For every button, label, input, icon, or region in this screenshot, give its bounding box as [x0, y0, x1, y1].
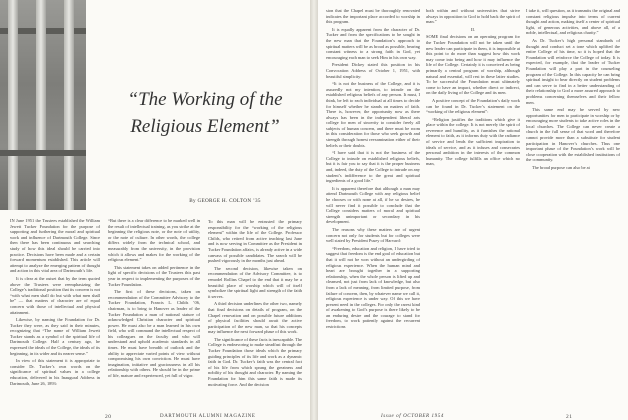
paragraph: To this man will be entrusted the primary responsibility for the “working of the religious element” within the life of the College. Professor Childs, who retired from active teaching last June and is now serving in Committee as the President in Tucker Foundation affairs, is already active in a wide canvass of possible candidates. The search will be pushed vigorously in the months just ahead. [208, 219, 302, 264]
left-column-3 [208, 14, 302, 406]
paragraph: The first of these decisions, taken on recommendation of the Committee Advisory to the Tucker Foundation, Francis L. Childs ’06, chairman, is to bring to Hanover as leader of the Tucker Foundation a man of national stature of acknowledged Christian character and spiritual power. He must also be a man learned in his own field, who will command the intellectual respect of his colleagues on the faculty and who will understand and uphold academic standards in all times. He must have breadth of outlook and the ability to appreciate varied points of view without compromising his own conviction. He must have imagination, initiative and graciousness in all his relationship with others. He should be in the prime of life, mature and experienced, yet full of vigor. [108, 289, 200, 379]
paragraph: sion that the Chapel must be thoroughly renovated indicates the important place accorded to worship in this program. [326, 8, 420, 25]
right-page [318, 0, 628, 420]
paragraph: I take it, will question, as it transmits the original and constant religious impulse into terms of current thought and action, making itself a center of spiritual light, of generous activities, and above all, of a noble, intellectual, and religious charity.” [526, 8, 620, 36]
photo-column [64, 0, 74, 210]
magazine-name: DARTMOUTH ALUMNI MAGAZINE [160, 414, 256, 419]
paragraph: As Dr. Tucker’s high personal standards of thought and conduct set a tone which uplifted the entire College of his time, so it is hoped that the Foundation will reinforce the College of today. It is expected, for example, that the leader of Tucker Foundation will play a part in the counseling program of the College. In this capacity he can bring spiritual insight to bear directly on student problems and can serve to find in a better understanding of their relationship to God a more assured approach to problems concerning themselves and their fellow men. [526, 37, 620, 105]
paragraph: President Dickey stated this position in his Convocation Address of October 1, 1951, with beautiful simplicity: [326, 62, 420, 79]
paragraph: In view of this statement it is appropriate to consider Dr. Tucker’s own words on the significance of spiritual values in a college education, delivered in his Inaugural Address in Dartmouth, June 26, 1893: [10, 358, 100, 386]
page-number: 21 [566, 414, 573, 420]
left-page [0, 0, 310, 420]
paragraph: SOME final decisions on an operating program for the Tucker Foundation will not be taken until the new leader can participate in them, it is impossible at this point to do more than suggest how this work may come into being and how it may influence the life of the College. Certainly it is conceived as being primarily a central program of worship, although natural and essential, will rest in these latter studies. To be successful the Foundation must ultimately come to have an impact, whether direct or indirect, on the daily living of the College and its men. [426, 34, 520, 96]
paragraph: This same end may be served by new opportunities for men to participate in worship or by encouraging more students to take active roles in the local churches. The College can never create a church in the full sense of that word and therefore cannot provide more than a substitute for student participation in Hanover’s churches. Thus one important phase of the Foundation’s work will be close cooperation with the established institutions of the community. [526, 107, 620, 163]
paragraph: The reasons why these matters are of urgent concern not only for students but for colleges were well stated by President Pusey of Harvard: [326, 226, 420, 244]
photo-column [36, 0, 46, 210]
left-column-1 [10, 218, 100, 406]
page-number: 20 [105, 414, 112, 420]
photo-beam [0, 150, 86, 156]
title-line-1: “The Working of the [127, 89, 283, 110]
paragraph: It is clear at the outset that by the term quoted above the Trustees were reemphasizing the College’s traditional position that its concern is not “with what men shall do but with what men shall be” — that matters of character are of equal concern with those of intellectual and physical attainment. [10, 275, 100, 315]
section-numeral: II. [470, 26, 476, 32]
paragraph: A positive concept of the Foundation’s daily work can be found in Dr. Tucker’s statement on the “working of the religious element”: [426, 97, 520, 115]
issue-date: Issue of OCTOBER 1954 [381, 414, 444, 419]
photo-column [8, 0, 18, 210]
right-column-2 [426, 8, 520, 406]
paragraph: “It is not the business of the College, and it is assuredly not my intention, to intrude on the established religious beliefs of any person. It must, I think, be left to each individual at all times to decide for himself whether he stands on matters of faith. There is, however, the opportunity now as there always has been in the independent liberal arts college for men of sincerity to consider freely all subjects of human concern, and there must be room in this consideration for those who seek growth and strength through honest reexamination either of their beliefs or their doubts. [326, 81, 420, 148]
right-column-3 [526, 8, 620, 406]
page-gutter [310, 0, 318, 420]
paragraph: This statement takes on added pertinence in the light of specific decisions of the Trustees this past year in respect to implementing the purposes of the Tucker Foundation. [108, 264, 200, 287]
paragraph: It is apparent therefore that although a man may attend Dartmouth College with any religious belief he chooses or with none at all, if he so desires, he will never find it possible to conclude that the College considers matters of moral and spiritual strength unimportant or secondary in his development. [326, 185, 420, 225]
left-column-2 [108, 218, 200, 406]
chapel-photo [0, 0, 86, 210]
paragraph: IN June 1951 the Trustees established the William Jewett Tucker Foundation for the purpose of supporting and furthering the moral and spiritual work and influence of Dartmouth College. Since then there has been continuous and searching study of how this ideal should be carried into practice. Decisions have been made and a certain forward momentum established. This article will attempt to analyze the emerging pattern of thought and action in this vital area of Dartmouth’s life. [10, 218, 100, 274]
paragraph: The significance of these facts is inescapable. The College is endeavoring to make steadfast through the Tucker Foundation those ideals which the primary guiding principles of its life and work as a dynamic faith in God. Dr. Tucker’s faith was the central fact of his life from which sprang the greatness and nobility of his thought and character. By naming the Foundation for him this same faith is made its motivating force. And the decision [208, 336, 302, 387]
paragraph: The second decision, likewise taken on recommendation of the Advisory Committee, is to remodel Rollins Chapel to the end that it may be a beautiful place of worship which will of itself symbolize the spiritual light and strength of the faith it serves. [208, 265, 302, 299]
paragraph: “Freedom, education and religion, I have tried to suggest that freedom is the end goal of education but that it will not be won without an undergirding of religious experience. When the human mind and heart are brought together in a supporting relationship, when the whole person is lifted up and cleansed, not just from lack of knowledge, but also from a lack of meaning, from limited purpose, from failure of concern, then, by whatever name we call it, religious experience is under way. Of this we have present need in the colleges. For only the rarest kind of awakening to God’s purpose is there likely to be an enduring desire and the courage to stand for freedom, to work patiently against the recurrent restrictions [326, 245, 420, 330]
title-line-2: Religious Element” [130, 116, 280, 137]
paragraph: A third decision underlines the other two, namely that final decisions on details of program, on the Chapel renovation and on possible future additions of physical facilities should await the active participation of the new man, so that his concepts may influence the next forward phase of this work. [208, 301, 302, 335]
paragraph: Likewise, by naming the Foundation for Dr. Tucker they were, as they said in their minutes, recognizing that “The name of William Jewett Tucker stands as a symbol of the spiritual life of Dartmouth College. Half a century ago, he expressed the ideals of the College, the ideals of its beginning, in its wider and its nearer sense.” [10, 317, 100, 356]
paragraph: “But there is a clear difference to be marked well in the result of intellectual training, as you strike at the beginning the religious note, or the note of utility, or the note of culture. In other words, the college differs widely from the technical school, and measurably from the university, in the provision which it allows and makes for the working of the religious element.” [108, 218, 200, 263]
paragraph: both within and without universities that strive always in opposition to God to hold back the spirit of man.” [426, 8, 520, 25]
right-column-1 [326, 8, 420, 406]
paragraph: It is equally apparent from the character of Dr. Tucker and from the specifications to be sought in the new man that the Foundation’s approach to spiritual matters will be as broad as possible, bearing constant witness to a strong faith in God, yet encouraging each man to seek Him in his own way. [326, 26, 420, 60]
byline: By GEORGE H. COLTON ’35 [189, 198, 261, 204]
paragraph: “I have said that it is not the business of the College to intrude on established religious beliefs, but it is fair you to say that it is the proper business and, indeed, the duty of the College to intrude on any student’s indifference to the great and spiritual ingredients of a good life.” [326, 150, 420, 184]
paragraph: “Religion justifies the traditions which give it place within the college. It is not merely the spirit of reverence and humility, as it furnishes the rational element to faith, as it informs duty with the radiance of service and lends the sufficient inspiration to ideals of service, and as it infuses and consecrates personal ambition in the interests of the common humanity. The college fulfills an office which no man, [426, 116, 520, 167]
paragraph: The broad purpose can also be at [532, 165, 590, 171]
